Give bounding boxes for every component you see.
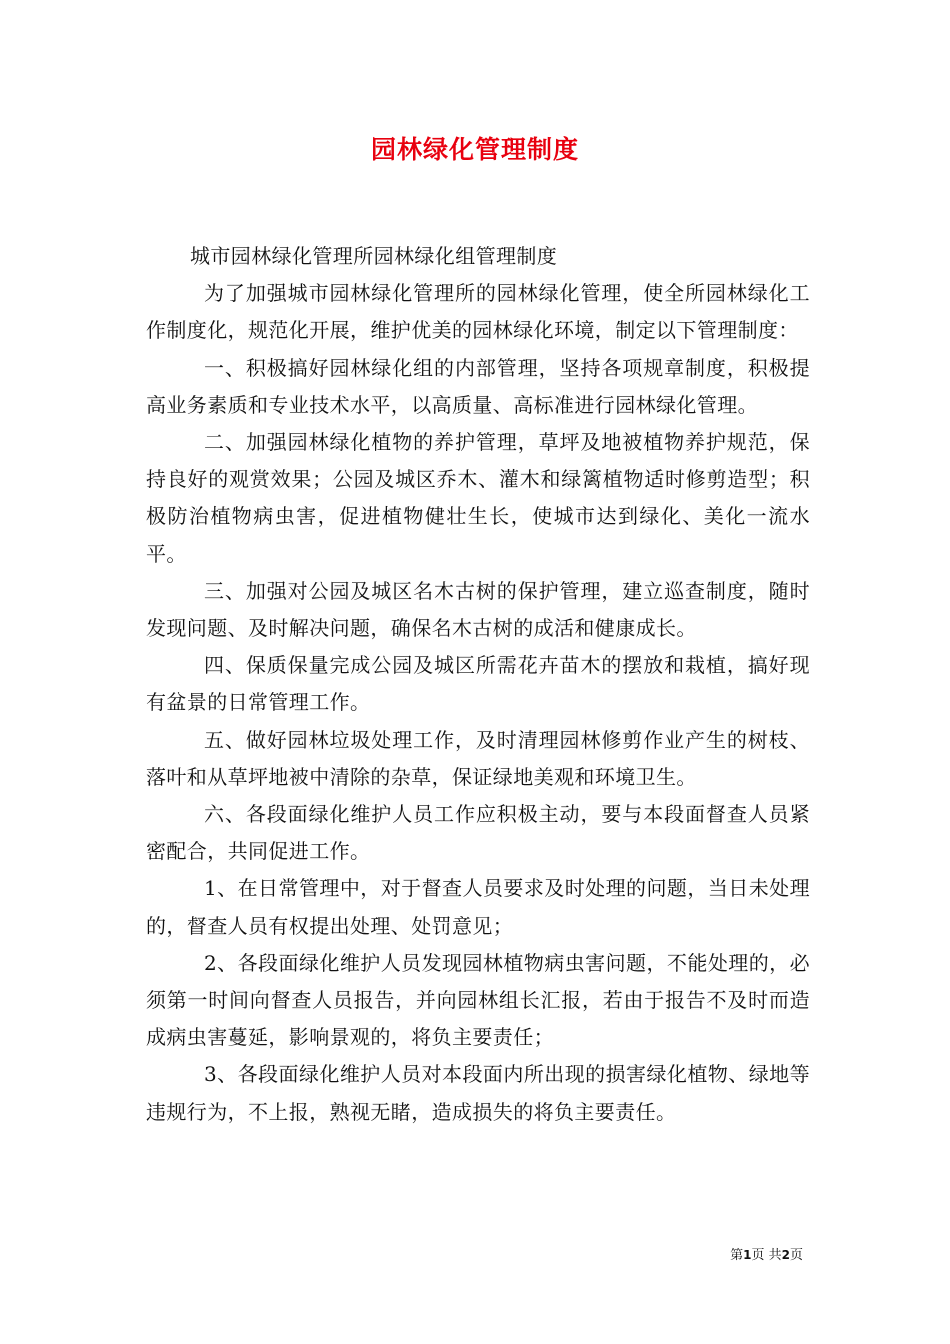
footer-prefix: 第: [730, 1248, 744, 1263]
paragraph-item-1: 一、积极搞好园林绿化组的内部管理，坚持各项规章制度，积极提高业务素质和专业技术水平，以高质量、高标准进行园林绿化管理。: [146, 355, 810, 417]
page-number-footer: [730, 1247, 803, 1264]
paragraph-intro: 为了加强城市园林绿化管理所的园林绿化管理，使全所园林绿化工作制度化，规范化开展，维护优美的园林绿化环境，制定以下管理制度：: [146, 281, 810, 343]
paragraph-item-4: 四、保质保量完成公园及城区所需花卉苗木的摆放和栽植，搞好现有盆景的日常管理工作。: [146, 653, 810, 715]
paragraph-subitem-3: 3、各段面绿化维护人员对本段面内所出现的损害绿化植物、绿地等违规行为，不上报，熟视无睹，造成损失的将负主要责任。: [146, 1062, 810, 1124]
paragraph-item-3: 三、加强对公园及城区名木古树的保护管理，建立巡查制度，随时发现问题、及时解决问题，确保名木古树的成活和健康成长。: [146, 578, 810, 641]
paragraph-item-2: 二、加强园林绿化植物的养护管理，草坪及地被植物养护规范，保持良好的观赏效果；公园及城区乔木、灌木和绿篱植物适时修剪造型；积极防治植物病虫害，促进植物健壮生长，使城市达到绿化、美化一流水平。: [146, 430, 810, 566]
footer-suffix: 页: [789, 1248, 803, 1263]
document-subtitle: 城市园林绿化管理所园林绿化组管理制度: [190, 244, 558, 268]
footer-total-pages: 2: [781, 1248, 790, 1262]
paragraph-subitem-2: 2、各段面绿化维护人员发现园林植物病虫害问题，不能处理的，必须第一时间向督查人员报告，并向园林组长汇报，若由于报告不及时而造成病虫害蔓延，影响景观的，将负主要责任；: [146, 950, 810, 1050]
paragraph-item-5: 五、做好园林垃圾处理工作，及时清理园林修剪作业产生的树枝、落叶和从草坪地被中清除的杂草，保证绿地美观和环境卫生。: [146, 727, 810, 789]
paragraph-item-6: 六、各段面绿化维护人员工作应积极主动，要与本段面督查人员紧密配合，共同促进工作。: [146, 802, 810, 864]
document-body: [146, 238, 810, 1131]
paragraph-subitem-1: 1、在日常管理中，对于督查人员要求及时处理的问题，当日未处理的，督查人员有权提出处理、处罚意见；: [146, 876, 810, 938]
footer-middle: 页 共: [751, 1248, 782, 1263]
footer-current-page: 1: [743, 1248, 752, 1262]
document-title: 园林绿化管理制度: [370, 135, 579, 164]
